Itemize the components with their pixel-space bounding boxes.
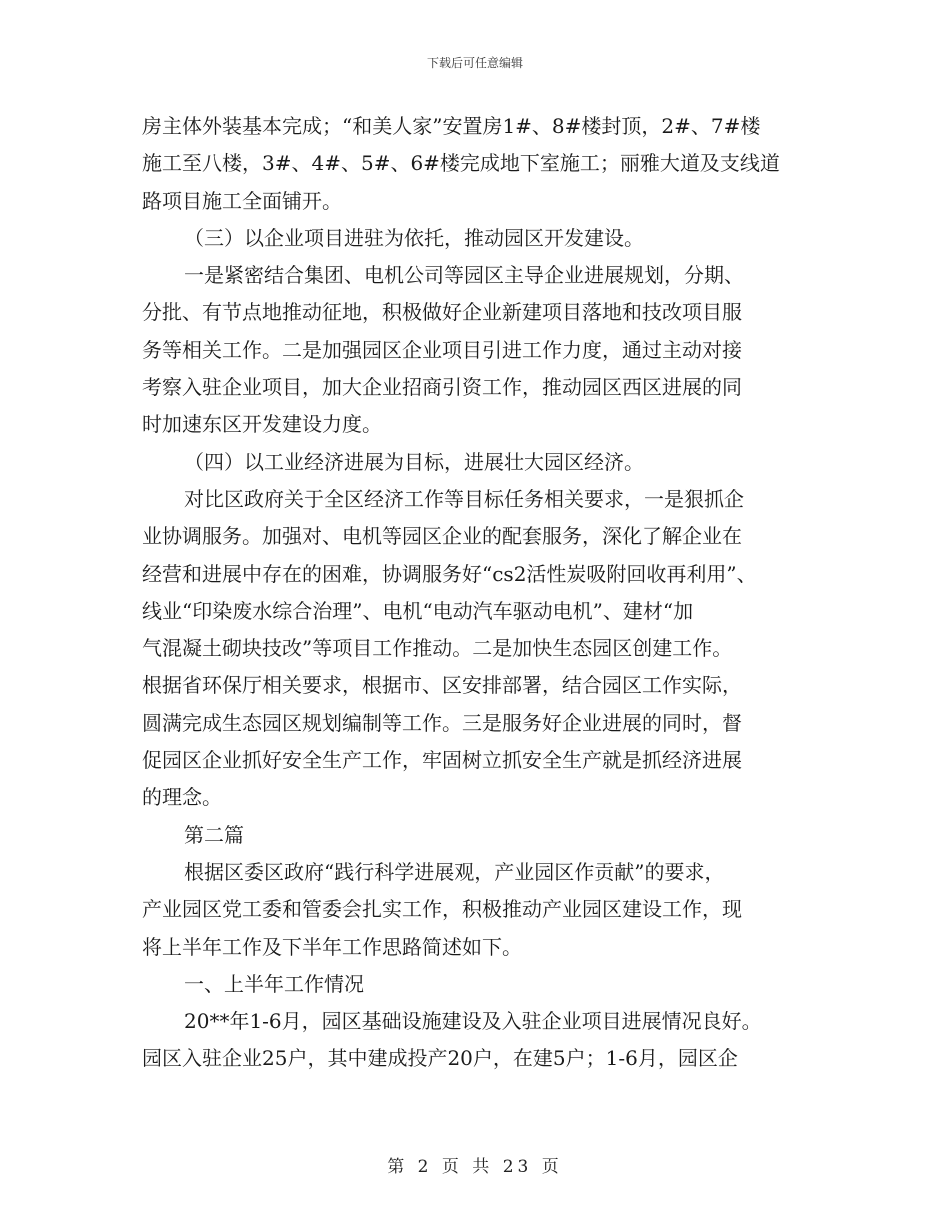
text-line: 对比区政府关于全区经济工作等目标任务相关要求，一是狠抓企 [184,486,744,511]
text-line: 一、上半年工作情况 [184,971,364,996]
text-line: 20**年1-6月，园区基础设施建设及入驻企业项目进展情况良好。 [184,1009,762,1034]
text-line: 务等相关工作。二是加强园区企业项目引进工作力度，通过主动对接 [142,337,742,362]
text-line: 时加速东区开发建设力度。 [142,412,382,437]
text-line: 第二篇 [184,822,244,847]
text-line: 一是紧密结合集团、电机公司等园区主导企业进展规划，分期、 [184,263,744,288]
text-line: 分批、有节点地推动征地，积极做好企业新建项目落地和技改项目服 [142,300,742,325]
text-line: 经营和进展中存在的困难，协调服务好“cs2活性炭吸附回收再利用”、 [142,561,757,586]
text-line: 的理念。 [142,785,222,810]
text-line: 线业“印染废水综合治理”、电机“电动汽车驱动电机”、建材“加 [142,598,694,623]
page-header-note: 下载后可任意编辑 [426,56,523,70]
text-line: 考察入驻企业项目，加大企业招商引资工作，推动园区西区进展的同 [142,375,742,400]
text-line: （三）以企业项目进驻为依托，推动园区开发建设。 [184,225,644,250]
text-line: 将上半年工作及下半年工作思路简述如下。 [142,934,522,959]
text-line: 根据区委区政府“践行科学进展观，产业园区作贡献”的要求， [184,859,725,884]
page-number: 第 2 页 共 23 页 [387,1157,563,1177]
text-line: 气混凝土砌块技改”等项目工作推动。二是加快生态园区创建工作。 [142,636,733,661]
text-line: 产业园区党工委和管委会扎实工作，积极推动产业园区建设工作，现 [142,897,742,922]
text-line: 圆满完成生态园区规划编制等工作。三是服务好企业进展的同时，督 [142,710,742,735]
text-line: 促园区企业抓好安全生产工作，牢固树立抓安全生产就是抓经济进展 [142,748,742,773]
text-line: 房主体外装基本完成；“和美人家”安置房1#、8#楼封顶，2#、7#楼 [142,114,761,138]
text-line: 施工至八楼，3#、4#、5#、6#楼完成地下室施工；丽雅大道及支线道 [142,151,780,176]
text-line: 路项目施工全面铺开。 [142,188,342,213]
document-body [142,108,812,1078]
text-line: （四）以工业经济进展为目标，进展壮大园区经济。 [184,449,644,474]
text-line: 业协调服务。加强对、电机等园区企业的配套服务，深化了解企业在 [142,524,742,549]
text-line: 园区入驻企业25户，其中建成投产20户，在建5户；1-6月，园区企 [142,1046,738,1071]
text-line: 根据省环保厅相关要求，根据市、区安排部署，结合园区工作实际， [142,673,742,698]
